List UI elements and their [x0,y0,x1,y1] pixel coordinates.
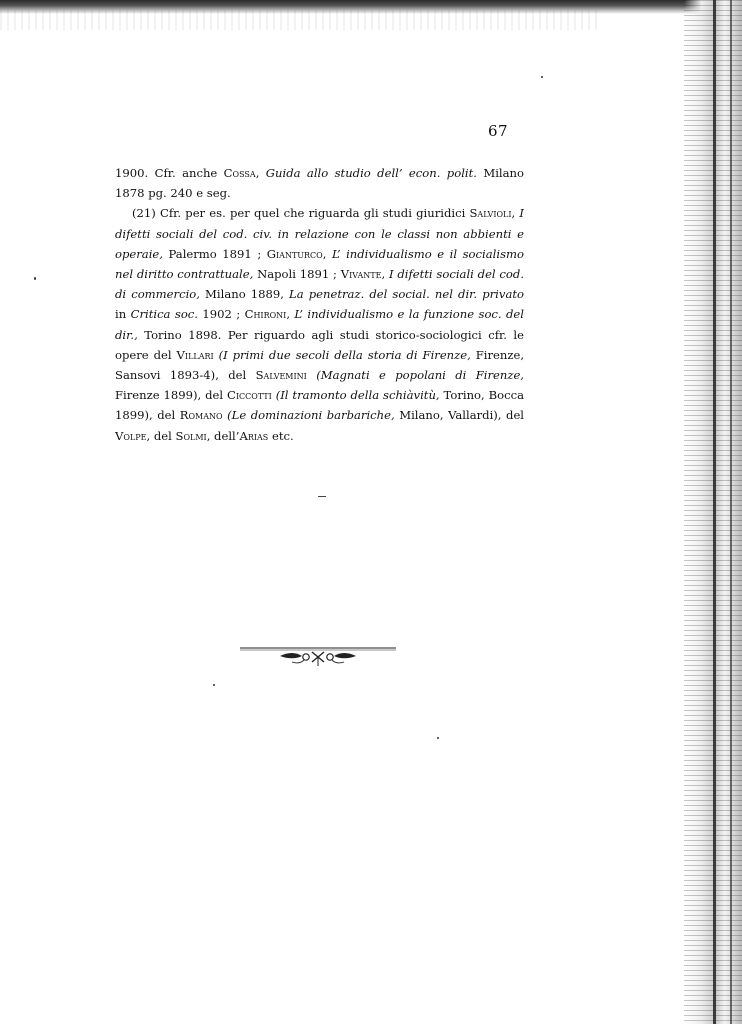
text-run [307,368,316,382]
text-run: , [255,166,266,180]
text-run: 1900. Cfr. anche [115,166,224,180]
author-name: Gianturco [266,246,323,261]
italic-title: (Magnati e popolani di Firenze, [316,368,524,383]
author-name: Volpe [115,428,147,443]
author-name: Romano [179,408,223,423]
text-run: , del [146,428,176,443]
text-run: Torino 1898. Per riguardo agli studi storico-sociologici cfr. le opere del [115,327,524,362]
author-name: Salvemini [255,368,307,383]
footnote-continuation [115,163,524,203]
text-run: , [511,206,520,221]
italic-title: Guida allo studio dell’ econ. polit. [265,166,477,180]
speck [213,684,215,686]
text-run: etc. [268,428,294,443]
author-name: Solmi [175,428,207,443]
text-run: Milano 1878 pg. 240 e seg. [115,166,524,201]
scan-noise-top [0,10,600,30]
author-name: Chironi [244,307,287,322]
text-run: , [286,307,295,322]
text-run: Palermo 1891 ; [162,246,267,261]
text-run: (21) Cfr. per es. per quel che riguarda gli studi giuridici [132,206,470,221]
footnote-21 [115,203,524,445]
scan-binding-line [713,0,716,1024]
text-run: in [115,307,131,322]
text-run: Firenze 1899), del [115,388,227,403]
scan-binding-line-outer [730,0,732,1024]
footnotes-block [115,163,524,446]
italic-title: (Il tramonto della schiàvitù, [275,388,440,403]
text-run: Firenze, Sansovi 1893-4), del [115,347,525,383]
author-name: Ciccotti [226,388,272,403]
author-name: Cossa [223,166,256,180]
text-run: Milano, Vallardi), del [394,408,525,423]
speck [541,76,543,78]
section-dash [318,496,326,497]
text-run: Torino, Bocca 1899), del [115,388,524,423]
text-run: 1902 ; [197,307,245,322]
author-name: Arias [239,428,269,443]
author-name: Vivante [340,267,382,282]
italic-title: La penetraz. del social. nel dir. privato [289,287,524,302]
author-name: Salvioli [469,206,512,221]
text-run: , [381,267,389,282]
italic-title: I difetti sociali del cod. di commercio, [115,267,525,302]
italic-title: Critica soc. [130,307,198,322]
speck [437,737,439,739]
italic-title: L’ individualismo e il socialismo nel diritto contrattuale, [115,246,524,282]
italic-title: (Le dominazioni barbariche, [227,408,395,423]
italic-title: L’ individualismo e la funzione soc. del dir., [115,307,524,342]
tailpiece-ornament-icon [240,644,396,670]
italic-title: I difetti sociali del cod. civ. in relazione con le classi non abbienti e operaie, [115,206,524,261]
speck [34,277,36,280]
text-run: , dell’ [206,428,240,443]
page-number: 67 [488,122,509,140]
text-run: Milano 1889, [199,287,290,302]
text-run: , [322,246,332,261]
author-name: Villari [176,347,214,362]
text-run: Napoli 1891 ; [253,267,341,282]
italic-title: (I primi due secoli della storia di Firenze, [218,347,471,362]
